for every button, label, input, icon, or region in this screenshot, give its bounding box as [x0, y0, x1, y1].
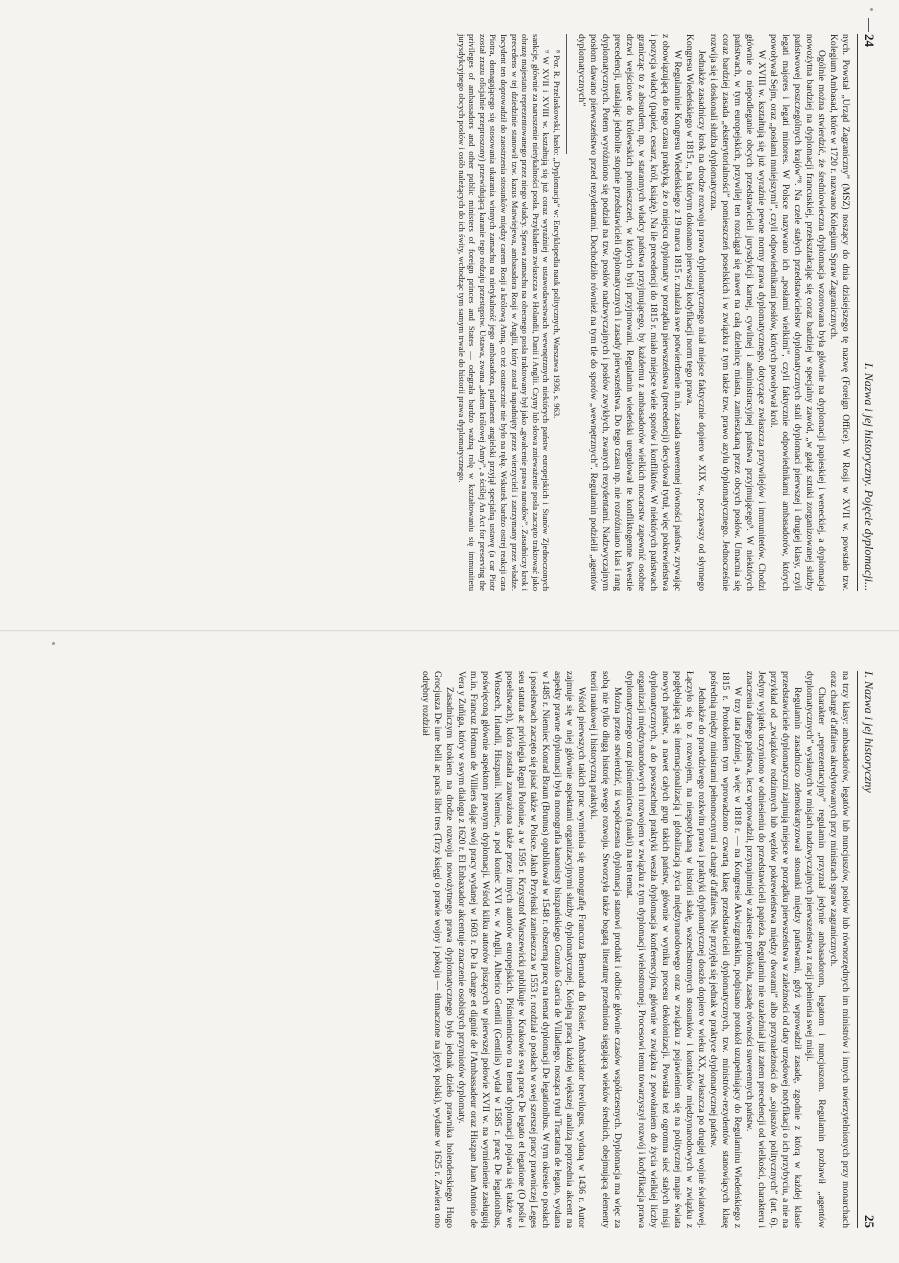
paragraph: na trzy klasy: ambasadorów, legatów lub nuncjuszów, posłów lub równorzędnych im ministrów i innych uwierzytelnionych przy monarchach oraz chargé d'affaires akredytowanych przy ministrach spraw zagranicznych.	[828, 671, 851, 1228]
page-number-right: 25	[862, 1215, 877, 1228]
footnote-divider	[566, 34, 567, 154]
left-page	[0, 0, 899, 631]
paragraph: Zasadniczym krokiem na drodze rozwoju nowożytnego prawa dyplomatycznego było jednak dzieło prawnika holenderskiego Hugo Grocjusza De iure belli ac pacis libri tres (Trzy księgi o prawie wojny i pokoju — tłumaczone na język polski), wydane w 1625 r. Zawiera ono odrębny rozdział	[420, 671, 455, 1228]
running-head-left	[857, 34, 877, 591]
paragraph: Ogólnie można stwierdzić, że średniowieczna dyplomacja wzorowana była głównie na dyplomacji papieskiej i weneckiej, a dyplomacja nowożytna bardziej na dyplomacji francuskiej, przekształcając się coraz bardziej w specjalny zawód, „w gałąź sztuki zorganizowanej służby państwowej poszczególnych krajów”⁸. Na czele stałych przedstawicielstw dyplomatycznych stali dyplomaci pierwszej i drugiej klasy, czyli legati majores i legati minores. W Polsce nazywano ich „posłami wielkimi”, czyli faktycznie odpowiednikami ambasadorów, których powoływał Sejm, oraz „posłami mniejszymi”, czyli odpowiednikami posłów, których powoływał król.	[768, 34, 827, 591]
paragraph: nych. Powstał „Urząd Zagraniczny” (MSZ) noszący do dnia dzisiejszego tę nazwę (Foreign Office). W Rosji w XVII w. powstało tzw. Kolegium Ambasad, które w 1720 r. nazwano Kolegium Spraw Zagranicznych.	[828, 34, 851, 591]
paragraph: W trzy lata później, a więc w 1818 r. — na Kongresie Akwizgrańskim, podpisano protokół uzupełniający do Regulaminu Wiedeńskiego z 1815 r. Protokołem tym wprowadzono czwartą klasę przedstawicieli dyplomatycznych, tzw. ministrów-rezydentów stanowiących klasę pośrednią między ministrami pełnomocnymi a chargé d'affaires. Nie przyjęła się jednak w praktyce dyplomatycznej państw.	[708, 671, 743, 1228]
paragraph: Można przeto stwierdzić, iż współczesna dyplomacja stanowi produkt i odbicie głównie czasów współczesnych. Dyplomacja ma więc za sobą nie tylko długą historię swego rozwoju. Stworzyła także bogatą literaturę przedmiotu sięgającą wieków średnich, obejmującą elementy teorii naukowej i historyczną praktyki.	[588, 671, 623, 1228]
left-body-text	[575, 34, 851, 591]
footnotes	[456, 34, 562, 591]
footnote: ⁹ W XVII i XVIII w. kształtują się już coraz wyraźniej w ustawodawstwach wewnętrznych niektórych państw europejskich i Stanów Zjednoczonych sankcje, głównie za naruszenie nietykalności posła. Przykładem zwłaszcza w Holandii, Danii i Anglii. Czyny lub słowa znieważenie posła zaczęto traktować jako obrazę majestatu reprezentowanego przez niego władcy. Sprawa zamachu na obecnego posła traktowany był jako „gwałcenie prawa narodów”. Zasadniczy krok i precedens w tej dziedzinie stanowił tzw. kazus Matwiejewa, ambasadora Rosji w Anglii, który został napadnięty przez wierzycieli i zatrzymany przez władze. Incydent ten doprowadził do zaostrzenia stosunków między carem Rosji a królową Anną, co też ostatecznie nie było na rękę. Wskutek bardzo ostrej reakcji cara Piotra, domagającego się stosowania ukarania winnych zamachu na nietykalność jego ambasadora, parlament angielski przyjął specjalną ustawę (a car Piotr został zrazu oficjalnie przeproszony) przewidującą karanie tego rodzaju przestępstw. Ustawa, zwana „aktem królowej Anny”, a ściślej An Act for preserving the privileges of ambassadors and other public ministers of foreign princes and States — odegrała bardzo ważną rolę w kształtowaniu się immunitetu jurysdykcyjnego obcych posłów i osób należących do ich świty, wchodząc tym samym trwale do historii prawa dyplomatycznego.	[456, 34, 552, 591]
paragraph: W Regulaminie Kongresu Wiedeńskiego z 19 marca 1815 r. znalazła swe potwierdzenie m.in. zasada suwerennej równości państw, zrywając z obowiązującą do tego czasu praktyką, że o miejscu dyplomaty w porządku pierwszeństwa (precedencji) decydował tytuł, więc pokrewieństwa i pozycja władcy (papież, cesarz, król, książę). Na ile precedencji do 1815 r. miało miejsce wiele sporów i konfliktów. W niektórych państwach granicząc to z absurdem, np. w starannych władcy państwa przyjmującego, by każdemu z ambasadorów wielkich mocarstw zapewnić osobne drzwi wejściowe do królewskich pomieszczeń, w których byli przyjmowani. Regulamin wiedeński uregulował te konfliktogenne kwestie precedencji, ustalając jednolite stopnie przedstawicieli dyplomatycznych i zasady pierwszeństwa. Do tego czasu np. nie rozróżniano klas i rang dyplomatycznych. Potem wyróżniono się podział na tzw. posłów nadzwyczajnych i posłów zwykłych, zwanych rezydentami. Nadzwyczajnym posłom dawano pierwszeństwo przed rezydentami. Dochodziło również na tym tle do sporów „wewnętrznych”. Regulamin podzielił „agentów dyplomatycznych”	[576, 34, 683, 591]
scan-speck	[52, 642, 55, 645]
paragraph: Jednakże zasadniczy krok na drodze rozwoju prawa dyplomatycznego miał miejsce faktycznie dopiero w XIX w., począwszy od słynnego Kongresu Wiedeńskiego w 1815 r., na którym dokonano pierwszej kodyfikacji norm tego prawa.	[684, 34, 707, 591]
running-head-right	[857, 671, 877, 1228]
scan-edge-mark	[868, 18, 869, 32]
scan-speck	[870, 8, 873, 11]
footnote: ⁸ Por. R. Przelaskowski, hasło: „Dyplomacja” w: Encyklopedia nauk politycznych, Warszawa 1936, s. 963.	[552, 50, 562, 419]
paragraph: W XVIII w. kształtują się już wyraźnie pewne normy prawa dyplomatycznego, dotyczące zwłaszcza przywilejów i immunitetów. Chodzi głównie o niepodleganie obcych przedstawicieli jurysdykcji karnej, cywilnej i administracyjnej państwa przyjmującego⁹. W niektórych państwach, w tym europejskich, przywilej ten rozciągał się nawet na całą dzielnicę miasta, zamieszkaną przez obcych posłów. Umacnia się coraz bardziej zasada „eksterytorialności” pomieszczeń poselskich i w związku z tym także tzw. prawo azylu dyplomatycznego. Jednocześnie rozwija się i doskonali służba dyplomatyczna.	[708, 34, 767, 591]
right-body-text	[419, 671, 851, 1228]
page-number-left: 24	[862, 34, 877, 47]
paragraph: Jednakże do prawdziwego rozkwitu prawa i praktyki dyplomatycznej doszło dopiero w wieku XX, zwłaszcza po drugiej wojnie światowej. Łączyło się to z rozwojem, na niespotykaną w historii skalę, wszechstronnych stosunków i kontaktów międzynarodowych w związku z pogłębiającą się internacjonalizacją i globalizacją życia międzynarodowego oraz w związku z pojawieniem się na politycznej mapie świata nowych państw, a nawet całych grup takich państw, głównie w wyniku procesu dekolonizacji. Powstała też ogromna sieć stałych misji dyplomatycznych, a do powszechnej praktyki weszła dyplomacja konferencyjna, głównie w związku z powołaniem do życia wielkiej liczby organizacji międzynarodowych i rozwojem w związku z tym dyplomacji wielostronnej. Procesowi temu towarzyszył rozwój i kodyfikacja prawa dyplomatycznego oraz piśmiennictwa (nauki) na ten temat.	[624, 671, 707, 1228]
paragraph: Regulamin zasadniczo zdemokratyzował stosunki między państwami, gdyż wprowadził zasadę, zgodnie z którą w każdej klasie przedstawiciele dyplomatyczni zajmują miejsce w porządku pierwszeństwa w zależności od daty urzędowej notyfikacji o ich przybyciu, a nie na przykład od „związków rodzinnych lub węzłów pokrewieństwa między dworami” albo przynależności do „sojuszów politycznych” (art. 6). Jedyny wyjątek uczyniono w odniesieniu do przedstawicieli papieża. Regulamin nie uzależniał już zatem precedencji od wielkości, charakteru i znaczenia danego państwa, lecz wprowadził, przynajmniej w zakresie protokołu, zasadę równości suwerennych państw.	[744, 671, 803, 1228]
running-head-title-left: I. Nazwa i jej historyczny. Pojęcie dyplomacji...	[862, 362, 876, 591]
right-page	[0, 631, 899, 1262]
paragraph: Wśród pierwszych takich prac wymienia się monografię Francuza Bernarda du Rosier, Ambaxiator brevilogus, wydaną w 1436 r. Autor zajmuje się w niej głównie aspektami organizacyjnymi służby dyplomatycznej. Kolejną pracą każdej większej analizą poprzednia akcent na aspekty prawne dyplomacji była monografia kanonisty hiszpańskiego Gonzalo Garcia de Villadiego, nosząca tytuł Tractatus de legato, wydana w 1485 r. Niemiec Konrad Braun (Brunus) opublikował w 1548 r. obszerną pracę na temat dyplomacji De legationibus. W tym okresie o posłach i poselstwach zaczęto się pisać także w Polsce. Jakub Przyłuski zamieszcza w 1553 r. rozdział o posłach w swej szerszej pracy prawniczej Leges seu statuta ac privilegia Regni Poloniae, a w 1595 r. Krzysztof Warszewicki publikuje w Krakowie swą pracę De legato et legatione (O pośle i poselstwach), która została zauważona także przez innych autorów europejskich. Piśmiennictwo na temat dyplomacji pojawia się także we Włoszech, Irlandii, Hiszpanii. Niemiec, a pod koniec XVI w. w Anglii, Alberico Gentili (Gentilis) wydał w 1585 r. pracę De legationibus, poświęconą głównie aspektom prawnym dyplomacji. Wśród kilku autorów piszących w pierwszej połowie XVII w. na wymienienie zasługują m.in. Francuz Hotman de Villiers dając swój pracy wydanej w 1603 r. De la charge et dignité de l'Ambassadeur oraz Hiszpan Juan Antonio de Vera y Zuñiga, który w swym dialogu z 1620 r. El Enbaxador akcentuje znaczenie osobistych przymiotów dyplomaty.	[456, 671, 587, 1228]
paragraph: Charakter „reprezentacyjny” regulamin przyznał jedynie ambasadorom, legatom i nuncjuszom. Regulamin pozbawił „agentów dyplomatycznych” wysłanych w misjach nadzwyczajnych pierwszeństwa z racji pełnienia swej misji.	[804, 671, 827, 1228]
running-head-title-right: I. Nazwa i jej historyczny	[862, 671, 876, 793]
